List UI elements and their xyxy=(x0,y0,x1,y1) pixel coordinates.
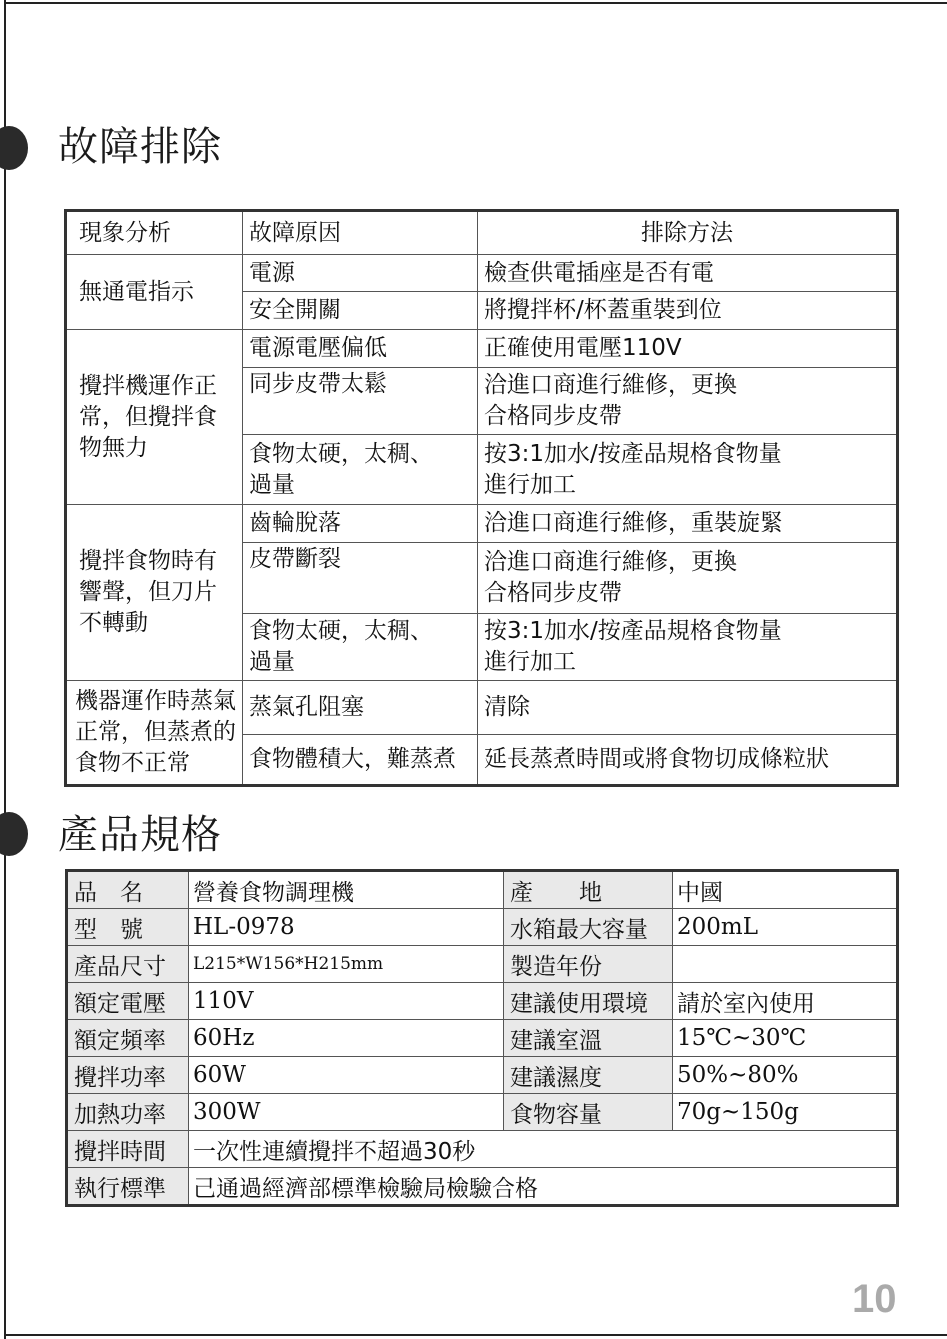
page-border-top xyxy=(4,2,947,4)
spec-value: 300W xyxy=(189,1094,504,1131)
solution-cell: 正確使用電壓110V xyxy=(478,330,898,368)
specs-title: 產品規格 xyxy=(58,812,222,858)
symptom-cell: 攪拌機運作正 常，但攪拌食 物無力 xyxy=(66,330,243,505)
spec-value: 50%~80% xyxy=(673,1057,898,1094)
cause-cell: 同步皮帶太鬆 xyxy=(243,368,478,435)
section-marker-icon xyxy=(0,126,28,170)
symptom-cell: 攪拌食物時有 響聲，但刀片 不轉動 xyxy=(66,505,243,681)
cause-cell: 食物太硬，太稠、 過量 xyxy=(243,435,478,505)
spec-value: 110V xyxy=(189,983,504,1020)
spec-value: 一次性連續攪拌不超過30秒 xyxy=(189,1131,898,1168)
page-border-bottom xyxy=(4,1334,947,1336)
spec-row xyxy=(67,1131,898,1168)
spec-label: 型 號 xyxy=(67,909,189,946)
spec-label: 建議室溫 xyxy=(504,1020,673,1057)
symptom-cell: 機器運作時蒸氣 正常，但蒸煮的 食物不正常 xyxy=(66,681,243,786)
spec-label: 額定電壓 xyxy=(67,983,189,1020)
header-cause: 故障原因 xyxy=(243,211,478,255)
spec-row xyxy=(67,1020,898,1057)
spec-label: 額定頻率 xyxy=(67,1020,189,1057)
header-symptom: 現象分析 xyxy=(66,211,243,255)
spec-value: 15℃~30℃ xyxy=(673,1020,898,1057)
spec-label: 攪拌時間 xyxy=(67,1131,189,1168)
header-solution: 排除方法 xyxy=(478,211,898,255)
table-row xyxy=(66,681,898,735)
spec-label: 執行標準 xyxy=(67,1168,189,1206)
spec-label: 建議使用環境 xyxy=(504,983,673,1020)
solution-cell: 洽進口商進行維修，更換 合格同步皮帶 xyxy=(478,543,898,614)
spec-value: 60Hz xyxy=(189,1020,504,1057)
cause-cell: 齒輪脫落 xyxy=(243,505,478,543)
solution-cell: 延長蒸煮時間或將食物切成條粒狀 xyxy=(478,735,898,786)
troubleshooting-table xyxy=(64,209,899,787)
table-row xyxy=(66,255,898,292)
spec-label: 產品尺寸 xyxy=(67,946,189,983)
spec-label: 攪拌功率 xyxy=(67,1057,189,1094)
page-number: 10 xyxy=(852,1277,897,1321)
spec-label: 品 名 xyxy=(67,871,189,909)
cause-cell: 安全開關 xyxy=(243,292,478,330)
cause-cell: 皮帶斷裂 xyxy=(243,543,478,614)
spec-label: 產 地 xyxy=(504,871,673,909)
spec-value: L215*W156*H215mm xyxy=(189,946,504,983)
table-row xyxy=(66,330,898,368)
spec-value: 中國 xyxy=(673,871,898,909)
solution-cell: 將攪拌杯/杯蓋重裝到位 xyxy=(478,292,898,330)
spec-label: 食物容量 xyxy=(504,1094,673,1131)
cause-cell: 食物太硬，太稠、 過量 xyxy=(243,614,478,681)
spec-value: 己通過經濟部標準檢驗局檢驗合格 xyxy=(189,1168,898,1206)
spec-value: 200mL xyxy=(673,909,898,946)
table-header-row xyxy=(66,211,898,255)
symptom-cell: 無通電指示 xyxy=(66,255,243,330)
spec-value: 請於室內使用 xyxy=(673,983,898,1020)
solution-cell: 清除 xyxy=(478,681,898,735)
spec-value xyxy=(673,946,898,983)
cause-cell: 食物體積大，難蒸煮 xyxy=(243,735,478,786)
solution-cell: 洽進口商進行維修，更換 合格同步皮帶 xyxy=(478,368,898,435)
solution-cell: 檢查供電插座是否有電 xyxy=(478,255,898,292)
troubleshooting-title: 故障排除 xyxy=(58,124,222,170)
cause-cell: 電源電壓偏低 xyxy=(243,330,478,368)
spec-row xyxy=(67,871,898,909)
spec-row xyxy=(67,946,898,983)
spec-label: 水箱最大容量 xyxy=(504,909,673,946)
cause-cell: 電源 xyxy=(243,255,478,292)
solution-cell: 洽進口商進行維修，重裝旋緊 xyxy=(478,505,898,543)
spec-value: HL-0978 xyxy=(189,909,504,946)
solution-cell: 按3:1加水/按產品規格食物量 進行加工 xyxy=(478,614,898,681)
spec-value: 營養食物調理機 xyxy=(189,871,504,909)
spec-row xyxy=(67,909,898,946)
solution-cell: 按3:1加水/按產品規格食物量 進行加工 xyxy=(478,435,898,505)
spec-label: 建議濕度 xyxy=(504,1057,673,1094)
spec-row xyxy=(67,1057,898,1094)
spec-value: 60W xyxy=(189,1057,504,1094)
spec-label: 加熱功率 xyxy=(67,1094,189,1131)
spec-row xyxy=(67,983,898,1020)
section-marker-icon xyxy=(0,812,28,856)
table-row xyxy=(66,505,898,543)
specs-table xyxy=(65,869,899,1207)
spec-value: 70g~150g xyxy=(673,1094,898,1131)
spec-row xyxy=(67,1094,898,1131)
spec-label: 製造年份 xyxy=(504,946,673,983)
spec-row xyxy=(67,1168,898,1206)
cause-cell: 蒸氣孔阻塞 xyxy=(243,681,478,735)
page-border-left xyxy=(4,0,6,1339)
